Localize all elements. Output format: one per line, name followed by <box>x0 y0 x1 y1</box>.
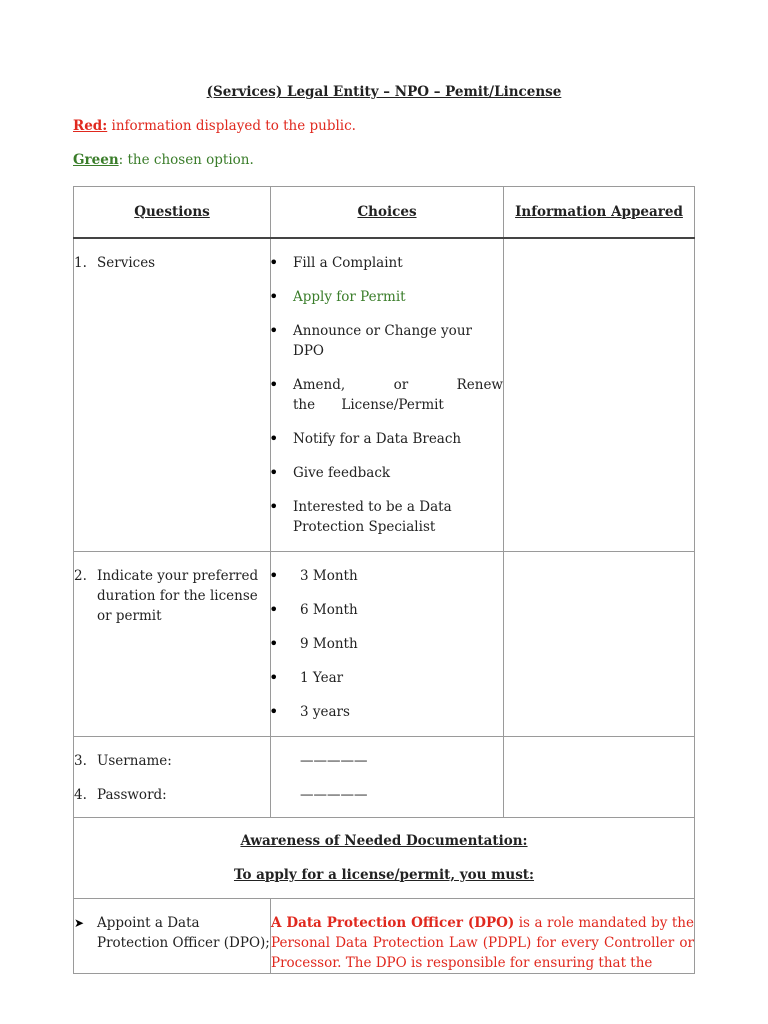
choice-item[interactable]: • Interested to be a Data Protection Specialist <box>271 497 503 537</box>
requirement-dpo-info <box>271 899 695 974</box>
legend-green-label: Green <box>73 152 119 168</box>
choice-item-label: • Amend, or Renew the License/Permit <box>293 377 503 413</box>
info-duration <box>504 552 695 737</box>
dpo-info-text <box>271 899 694 973</box>
choice-item[interactable] <box>271 375 503 415</box>
header-information <box>504 187 695 239</box>
question-services <box>74 238 271 552</box>
legend-red-label: Red: <box>73 118 108 134</box>
table-row <box>74 899 695 974</box>
choice-item[interactable]: • Give feedback <box>271 463 503 483</box>
choice-item[interactable]: • Notify for a Data Breach <box>271 429 503 449</box>
legend-green-text: : the chosen option. <box>118 152 254 168</box>
info-credentials <box>504 737 695 818</box>
document-title: (Services) Legal Entity – NPO – Pemit/Lincense <box>206 84 562 100</box>
question-text: Username: <box>97 753 172 769</box>
choice-item[interactable]: • 3 years <box>271 702 503 722</box>
header-choices-label: Choices <box>357 204 417 220</box>
username-field[interactable]: ————— <box>300 753 368 769</box>
table-header-row <box>74 187 695 239</box>
header-questions-label: Questions <box>134 204 210 220</box>
legend-green <box>73 152 254 168</box>
awareness-line-2: To apply for a license/permit, you must: <box>233 867 535 883</box>
choice-item[interactable]: • 3 Month <box>271 566 503 586</box>
choice-item[interactable]: • Fill a Complaint <box>271 253 503 273</box>
choices-services <box>271 238 504 552</box>
question-text: Services <box>97 255 156 271</box>
info-services <box>504 238 695 552</box>
table-row <box>74 238 695 552</box>
question-text: Indicate your preferred duration for the license or permit <box>97 568 259 624</box>
question-credentials <box>74 737 271 818</box>
question-number: 4. <box>74 787 87 803</box>
choice-item[interactable]: • 1 Year <box>271 668 503 688</box>
table-row <box>74 552 695 737</box>
question-number: 1. <box>74 255 87 271</box>
dpo-info-rest: is a role mandated by the Personal Data Protection Law (PDPL) for every Controller or Processor. The DPO is responsible for ensuring that the <box>271 915 694 971</box>
header-questions <box>74 187 271 239</box>
legend-red <box>73 118 356 134</box>
password-field[interactable]: ————— <box>300 787 368 803</box>
dpo-info-bold: A Data Protection Officer (DPO) <box>271 915 515 931</box>
questions-table <box>73 186 695 974</box>
table-row <box>74 737 695 818</box>
choice-item-selected[interactable]: • Apply for Permit <box>271 287 503 307</box>
arrow-bullet-icon: ➤ <box>74 916 85 930</box>
awareness-heading <box>74 818 695 899</box>
question-number: 3. <box>74 753 87 769</box>
question-text: Password: <box>97 787 167 803</box>
choice-item[interactable]: • 9 Month <box>271 634 503 654</box>
choice-item[interactable]: • 6 Month <box>271 600 503 620</box>
requirement-dpo <box>74 899 271 974</box>
question-number: 2. <box>74 568 87 584</box>
choices-duration <box>271 552 504 737</box>
choice-item[interactable]: • Announce or Change your DPO <box>271 321 503 361</box>
credentials-values <box>271 737 504 818</box>
header-choices <box>271 187 504 239</box>
requirement-text: Appoint a Data Protection Officer (DPO); <box>97 915 270 951</box>
legend-red-text: information displayed to the public. <box>107 118 356 134</box>
header-information-label: Information Appeared <box>515 204 683 220</box>
question-duration <box>74 552 271 737</box>
awareness-line-1: Awareness of Needed Documentation: <box>240 833 528 849</box>
table-row <box>74 818 695 899</box>
